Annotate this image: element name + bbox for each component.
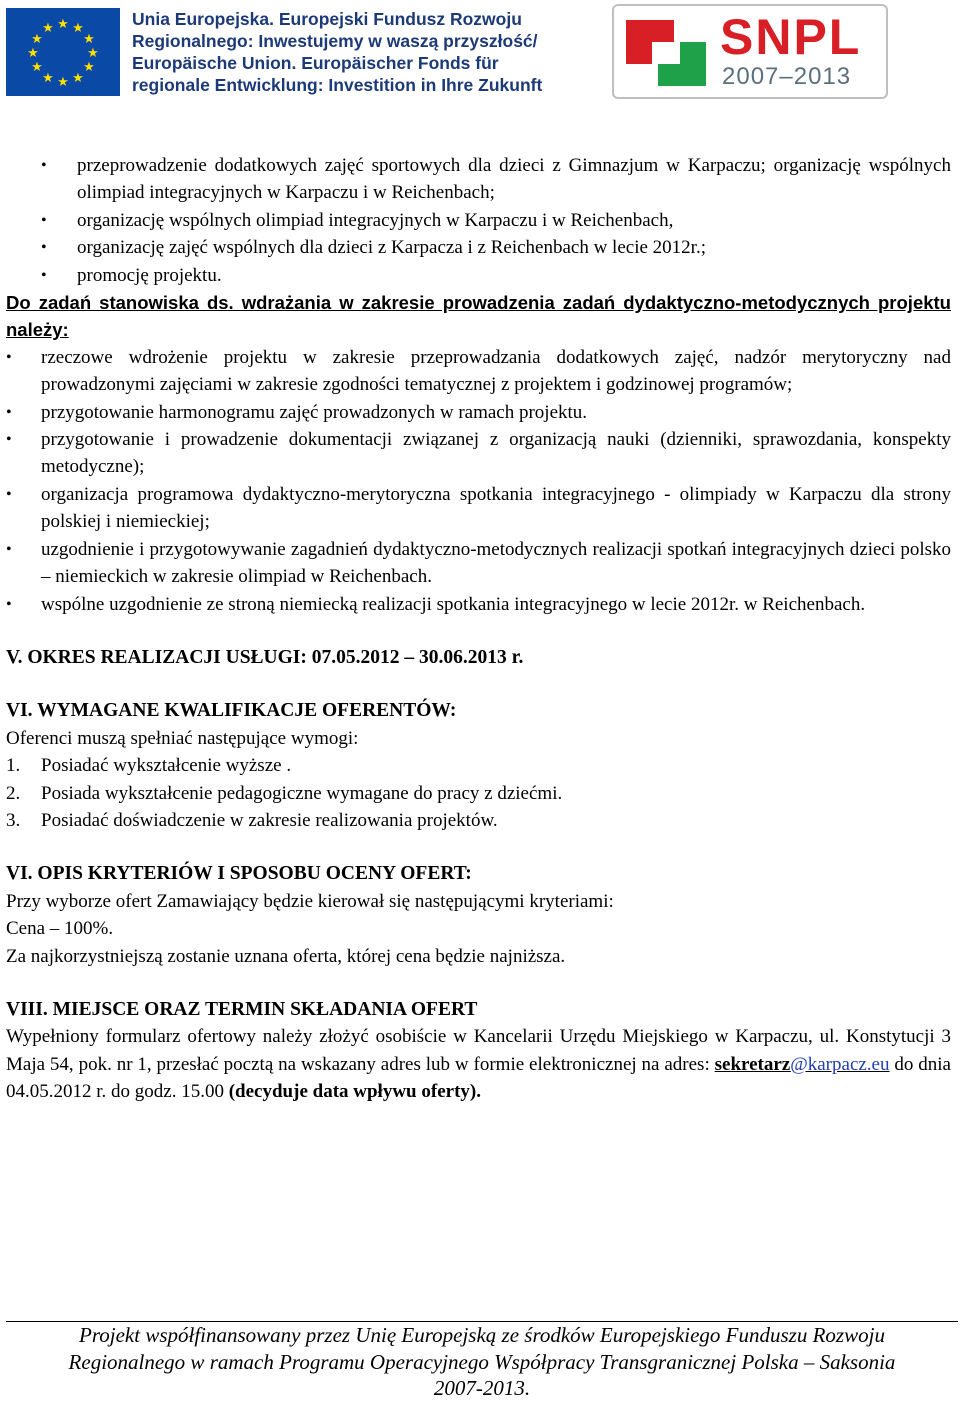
section-vi-title: VI. WYMAGANE KWALIFIKACJE OFERENTÓW: xyxy=(6,700,457,722)
list-item: • uzgodnienie i przygotowywanie zagadnień dydaktyczno-metodycznych realizacji spotkań integracyjnych dzieci polsko – niemieckich w zakresie olimpiad w Reichenbach. xyxy=(6,536,951,591)
list-item: • przygotowanie i prowadzenie dokumentacji związanej z organizacją nauki (dzienniki, sprawozdania, konspekty metodyczne); xyxy=(6,426,951,481)
criteria-line: Przy wyborze ofert Zamawiający będzie kierował się następującymi kryteriami: xyxy=(6,890,614,912)
svg-text:★: ★ xyxy=(57,17,69,32)
qualifications-list xyxy=(6,752,951,834)
eu-line: Regionalnego: Inwestujemy w waszą przyszłość/ xyxy=(132,31,538,51)
list-item: • organizację zajęć wspólnych dla dzieci z Karpacza i z Reichenbach w lecie 2012r.; xyxy=(6,234,951,261)
svg-text:★: ★ xyxy=(31,32,43,47)
criteria-line: Za najkorzystniejszą zostanie uznana oferta, której cena będzie najniższa. xyxy=(6,945,566,967)
email-link[interactable]: sekretarz@karpacz.eu xyxy=(714,1053,890,1075)
footer-line: Regionalnego w ramach Programu Operacyjnego Współpracy Transgranicznej Polska – Saksonia xyxy=(68,1349,896,1374)
list-item: • przeprowadzenie dodatkowych zajęć sportowych dla dzieci z Gimnazjum w Karpaczu; organizację wspólnych olimpiad integracyjnych w Karpaczu i w Reichenbach; xyxy=(6,152,951,207)
list-item: • wspólne uzgodnienie ze stroną niemiecką realizacji spotkania integracyjnego w lecie 2012r. w Reichenbach. xyxy=(6,591,951,618)
list-item: 1. Posiadać wykształcenie wyższe . xyxy=(6,755,292,777)
submission-paragraph: Wypełniony formularz ofertowy należy złożyć osobiście w Kancelarii Urzędu Miejskiego w Karpaczu, ul. Konstytucji 3 Maja 54, pok. nr 1, przesłać pocztą na wskazany adres lub w formie elektronicznej na adres: sekretarz@karpacz.eu do dnia 04.05.2012 r. do godz. 15.00 (decyduje data wpływu oferty). xyxy=(6,1026,951,1103)
eu-stars-icon xyxy=(6,8,120,96)
list-item: • rzeczowe wdrożenie projektu w zakresie przeprowadzania dodatkowych zajęć, nadzór merytoryczny nad prowadzonymi zajęciami w zakresie zgodności tematycznej z projektem i godzinowej programów; xyxy=(6,344,951,399)
section-vi-intro: Oferenci muszą spełniać następujące wymogi: xyxy=(6,727,359,749)
eu-flag-logo xyxy=(6,8,120,96)
eu-fund-text xyxy=(132,8,572,96)
footer-line: 2007-2013. xyxy=(433,1376,531,1400)
section-v-title: V. OKRES REALIZACJI USŁUGI: 07.05.2012 – 30.06.2013 r. xyxy=(6,646,524,668)
svg-text:★: ★ xyxy=(42,21,54,36)
document-body xyxy=(6,152,951,1106)
svg-text:★: ★ xyxy=(42,71,54,86)
duties-list xyxy=(6,344,951,618)
eu-line: Europäische Union. Europäischer Fonds für xyxy=(132,53,499,73)
svg-text:★: ★ xyxy=(27,46,39,61)
svg-text:★: ★ xyxy=(57,75,69,90)
eu-line: regionale Entwicklung: Investition in Ihre Zukunft xyxy=(132,75,543,95)
page-header xyxy=(0,0,960,110)
criteria-line: Cena – 100%. xyxy=(6,918,114,940)
section-criteria-title: VI. OPIS KRYTERIÓW I SPOSOBU OCENY OFERT: xyxy=(6,863,472,885)
svg-text:★: ★ xyxy=(72,71,84,86)
activities-list xyxy=(6,152,951,289)
list-item: 3. Posiadać doświadczenie w zakresie realizowania projektów. xyxy=(6,809,498,831)
svg-text:★: ★ xyxy=(87,46,99,61)
duties-heading: Do zadań stanowiska ds. wdrażania w zakresie prowadzenia zadań dydaktyczno-metodycznych projektu należy: xyxy=(6,292,951,341)
list-item: • organizację wspólnych olimpiad integracyjnych w Karpaczu i w Reichenbach, xyxy=(6,207,951,234)
snpl-emblem-icon xyxy=(622,12,710,94)
svg-text:★: ★ xyxy=(83,60,95,75)
eu-line: Unia Europejska. Europejski Fundusz Rozwoju xyxy=(132,9,522,29)
footer-line: Projekt współfinansowany przez Unię Europejską ze środków Europejskiego Funduszu Rozwoju xyxy=(79,1323,885,1347)
list-item: 2. Posiada wykształcenie pedagogiczne wymagane do pracy z dziećmi. xyxy=(6,782,563,804)
list-item: • organizacja programowa dydaktyczno-merytoryczna spotkania integracyjnego - olimpiady w Karpaczu dla strony polskiej i niemieckiej; xyxy=(6,481,951,536)
svg-text:★: ★ xyxy=(72,21,84,36)
list-item: • promocję projektu. xyxy=(6,262,951,289)
page-footer xyxy=(6,1321,958,1402)
svg-text:★: ★ xyxy=(83,32,95,47)
svg-text:★: ★ xyxy=(31,60,43,75)
snpl-name: SNPL xyxy=(720,9,862,65)
snpl-years: 2007–2013 xyxy=(722,63,852,90)
section-viii-title: VIII. MIEJSCE ORAZ TERMIN SKŁADANIA OFERT xyxy=(6,998,478,1020)
list-item: • przygotowanie harmonogramu zajęć prowadzonych w ramach projektu. xyxy=(6,399,951,426)
snpl-logo-box xyxy=(612,4,888,99)
